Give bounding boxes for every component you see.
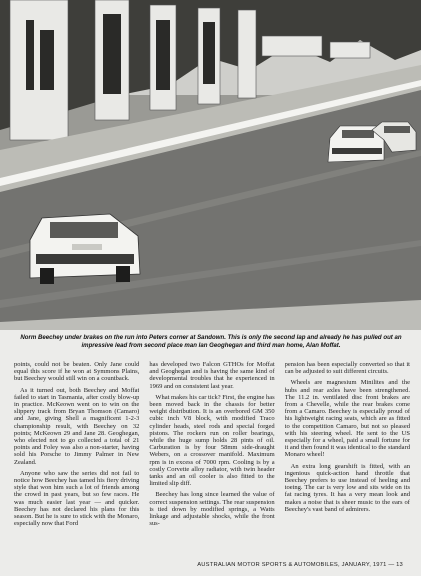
paragraph: Anyone who saw the series did not fail to notice how Beechey has tamed his fiery driving style that won him such a lot of friends among the crowd in past years, but so few races. He was much easier last year — and quicker. Beechey has not declared his plans for this season. But he is sure to stick with the Monaro, especially now that Ford	[14, 469, 140, 528]
page-footer: AUSTRALIAN MOTOR SPORTS & AUTOMOBILES, JANUARY, 1971 — 13	[197, 562, 403, 568]
article-column-2	[149, 361, 274, 559]
paragraph: has developed two Falcon GTHOs for Moffat and Geoghegan and is having the same kind of developmental troubles that he experienced in 1969 and on consistent last year.	[149, 361, 275, 390]
paragraph: Wheels are magnesium Minilites and the hubs and rear axles have been strengthened. The 11.2 in. ventilated disc front brakes are from a Chevelle, while the rear brakes come from a Camaro. Beechey is especially proud of his lightweight racing seats, which are as fitted to the competition Camaro, but not so pleased with his steering wheel. He sent to the US especially for a wheel, paid a small fortune for it and then found it was identical to the standard Monaro wheel!	[284, 379, 410, 459]
paragraph: pension has been especially converted so that it can be adjusted to suit different circuits.	[284, 361, 410, 376]
article-column-1	[14, 361, 139, 559]
article-body	[14, 361, 410, 559]
paragraph: What makes his car tick? First, the engine has been moved back in the chassis for better weight distribution. It is an overbored GM 350 cubic inch V8 block, with modified Traco cylinder heads, steel rods and special forged pistons. The rockers run on roller bearings, while the huge sump holds 28 pints of oil. Carburation is by four 58mm side-draught Webers, on a crossover manifold. Maximum rpm is in excess of 7000 rpm. Cooling is by a costly Corvette alloy radiator, with twin header tanks and an oil cooler is also fitted to the limited slip diff.	[149, 393, 275, 488]
article-column-3	[285, 361, 410, 559]
paragraph: Beechey has long since learned the value of correct suspension settings. The rear suspension is tied down by modified springs, a Watts linkage and adjustable shocks, while the front sus-	[149, 491, 275, 528]
paragraph: points, could not be beaten. Only Jane could equal this score if he won at Symmons Plains, but Beechey would still win on a countback.	[14, 361, 140, 383]
paragraph: As it turned out, both Beechey and Moffat failed to start in Tasmania, after costly blow-up in practice. McKeown went on to win on the slippery track from Bryan Thomson (Camaro) and Jane, giving Shell a magnificent 1-2-3 championship result, with Beechey on 32 points; McKeown 29 and Jane 28. Geoghegan, who elected not to go collected a total of 21 points and Foley was also a non-starter, having sold his Porsche to Jimmy Palmer in New Zealand.	[14, 386, 140, 466]
paragraph: An extra long gearshift is fitted, with an ingenious quick-action hand throttle that Beechey prefers to use instead of heeling and toeing. The car is very low and sits wide on its fat racing tyres. It has a very mean look and makes a noise that is sheer music to the ears of Beechey's vast band of admirers.	[284, 462, 410, 513]
photo-caption: Norm Beechey under brakes on the run into Peters corner at Sandown. This is only the second lap and already he has pulled out an impressive lead from second place man Ian Geoghegan and third man home, Alan Moffat.	[20, 334, 402, 349]
